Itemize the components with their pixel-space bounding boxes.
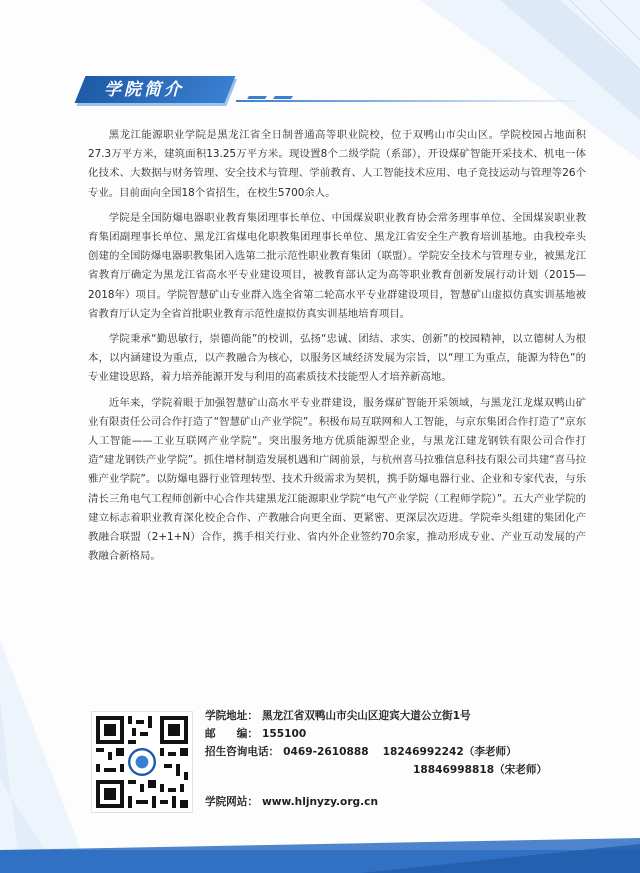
intro-paragraph: 黑龙江能源职业学院是黑龙江省全日制普通高等职业院校，位于双鸭山市尖山区。学院校园占地面积27.3万平方米，建筑面积13.25万平方米。现设置8个二级学院（系部），开设煤矿智能开采技术、机电一体化技术、大数据与财务管理、安全技术与管理、学前教育、人工智能技术应用、电子竞技运动与管理等26个专业。目前面向全国18个省招生，在校生5700余人。 xyxy=(88,129,586,199)
title-underline xyxy=(236,100,576,102)
website-row xyxy=(205,793,605,811)
intro-paragraph: 近年来，学院着眼于加强智慧矿山高水平专业群建设，服务煤矿智能开采领域，与黑龙江龙煤双鸭山矿业有限责任公司合作打造了“智慧矿山产业学院”。积极布局互联网和人工智能，与京东集团合作打造了“京东人工智能——工业互联网产业学院”。突出服务地方优质能源型企业，与黑龙江建龙钢铁有限公司合作打造“建龙钢铁产业学院”。抓住增材制造发展机遇和广阔前景，与杭州喜马拉雅信息科技有限公司共建“喜马拉雅产业学院”。以防爆电器行业管理转型、技术升级需求为契机，携手防爆电器行业、企业和专家代表，与乐清长三角电气工程师创新中心合作共建黑龙江能源职业学院“电气产业学院（工程师学院）”。五大产业学院的建立标志着职业教育深化校企合作、产教融合向更全面、更紧密、更深层次迈进。学院牵头组建的集团化产教融合联盟（2+1+N）合作，携手相关行业、省内外企业签约70余家，推动形成专业、产业互动发展的产教融合新格局。 xyxy=(88,396,586,563)
qr-code-icon[interactable] xyxy=(91,711,193,813)
address-value: 黑龙江省双鸭山市尖山区迎宾大道公立街1号 xyxy=(261,710,471,722)
section-title: 学院简介 xyxy=(104,80,184,100)
intro-paragraph: 学院秉承“勤思敏行，崇德尚能”的校训，弘扬“忠诚、团结、求实、创新”的校园精神，以立德树人为根本，以内涵建设为重点，以产教融合为核心，以服务区域经济发展为宗旨，以“理工为重点，能源为特色”的专业建设思路，着力培养能源开发与利用的高素质技术技能型人才培养新高地。 xyxy=(88,333,586,384)
website-label: 学院网站： xyxy=(205,796,258,808)
phone-label: 招生咨询电话： xyxy=(205,746,280,758)
contact-section xyxy=(91,705,591,815)
bottom-decoration-bar xyxy=(0,838,640,873)
postcode-value: 155100 xyxy=(261,728,307,740)
postcode-label: 邮 编： xyxy=(205,728,258,740)
postcode-row xyxy=(205,725,605,743)
phone-li[interactable]: 18246992242（李老师） xyxy=(382,746,517,758)
contact-info xyxy=(205,707,605,811)
intro-content xyxy=(88,126,586,572)
title-decoration xyxy=(273,96,293,99)
website-link[interactable]: www.hljnyzy.org.cn xyxy=(261,796,378,808)
intro-paragraph: 学院是全国防爆电器职业教育集团理事长单位、中国煤炭职业教育协会常务理事单位、全国煤炭职业教育集团副理事长单位、黑龙江省煤电化职教集团理事长单位、黑龙江省安全生产教育培训基地。由我校牵头创建的全国防爆电器职教集团入选第二批示范性职业教育集团（联盟）。学院安全技术与管理专业，被黑龙江省教育厅确定为黑龙江省高水平专业建设项目，被教育部认定为高等职业教育创新发展行动计划（2015—2018年）项目。学院智慧矿山专业群入选全省第二轮高水平专业群建设项目，智慧矿山虚拟仿真实训基地被省教育厅认定为全省首批职业教育示范性虚拟仿真实训基地培育项目。 xyxy=(88,211,586,320)
address-label: 学院地址： xyxy=(205,710,258,722)
phone-row-2 xyxy=(205,761,605,779)
address-row xyxy=(205,707,605,725)
phone-row xyxy=(205,743,605,761)
title-decoration xyxy=(247,96,267,99)
phone-main[interactable]: 0469-2610888 xyxy=(283,746,369,758)
phone-song[interactable]: 18846998818（宋老师） xyxy=(413,764,548,776)
